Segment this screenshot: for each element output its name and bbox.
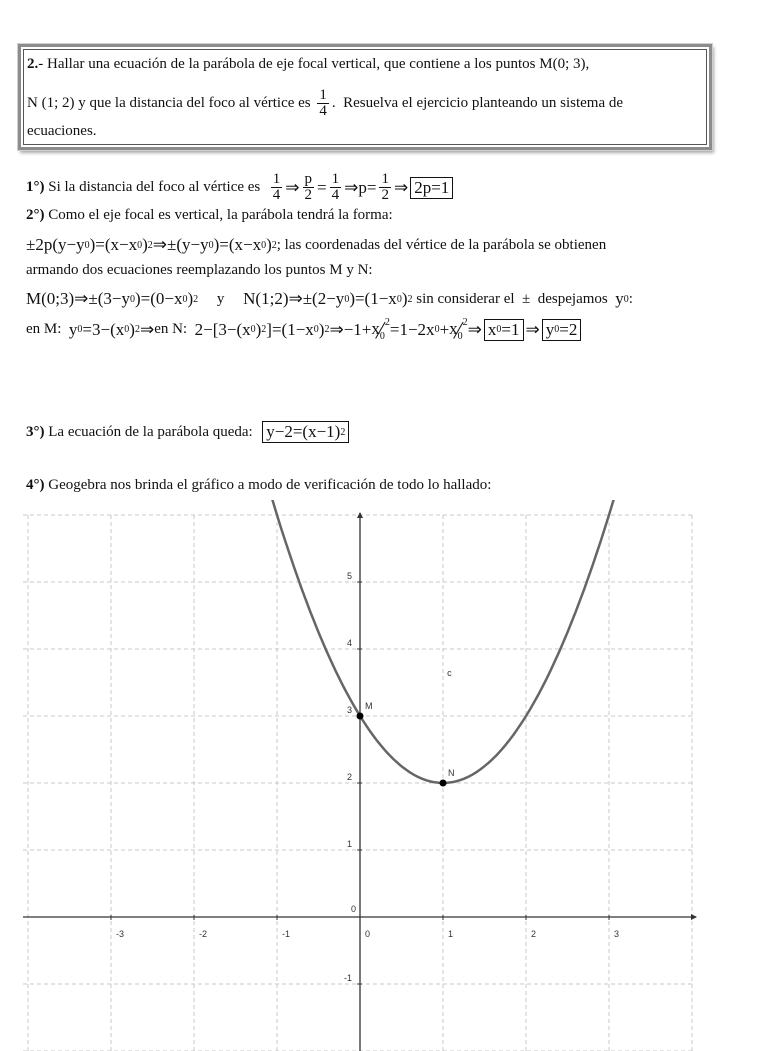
solution-line xyxy=(26,207,393,224)
math-expression: ) xyxy=(318,319,325,339)
math-expression: =3−(x xyxy=(82,319,125,339)
subscript: 0 xyxy=(344,293,350,305)
fraction-denominator: 2 xyxy=(381,187,389,203)
math-expression: ⇒ xyxy=(285,177,300,197)
superscript: 2 xyxy=(134,324,140,335)
fraction-numerator: p xyxy=(304,171,312,187)
fraction xyxy=(303,172,315,203)
problem-line xyxy=(27,123,97,140)
fraction-numerator: 1 xyxy=(272,171,281,187)
point-N xyxy=(440,780,447,787)
math-expression: ⇒±(y−y xyxy=(152,235,209,254)
math-expression: )=(x−x xyxy=(89,235,138,254)
math-expression: ) xyxy=(255,319,262,339)
fraction xyxy=(379,172,391,203)
fraction xyxy=(330,172,342,203)
math-expression: ]=(1−x xyxy=(266,319,314,339)
problem-line xyxy=(27,56,589,73)
x-tick-label: -1 xyxy=(282,929,291,939)
boxed-result xyxy=(262,421,349,443)
subscript: 0 xyxy=(208,239,214,251)
boxed-result xyxy=(542,319,582,341)
boxed-result xyxy=(484,319,524,341)
fraction xyxy=(317,88,329,119)
solution-line xyxy=(26,477,491,494)
text-run: ecuaciones. xyxy=(27,123,97,139)
subscript: 0 xyxy=(313,324,319,335)
text-run: en N: xyxy=(154,321,195,337)
subscript: 0 xyxy=(77,324,83,335)
superscript: 2 xyxy=(407,293,413,305)
math-expression: M(0;3)⇒±(3−y xyxy=(26,289,130,308)
math-expression: ) xyxy=(129,319,135,339)
math-expression: ⇒−1+ xyxy=(329,319,372,339)
step-number: 2°) xyxy=(26,207,45,223)
x-tick-label: 3 xyxy=(614,929,620,939)
x-tick-label: -3 xyxy=(116,929,125,939)
y-tick-label: 1 xyxy=(346,839,352,849)
boxed-result xyxy=(410,177,453,199)
fraction-numerator: 1 xyxy=(319,87,327,103)
math-expression: ) xyxy=(401,289,408,308)
math-expression: y xyxy=(615,289,624,308)
math-expression: ⇒ xyxy=(525,319,540,339)
superscript: 2 xyxy=(271,239,277,251)
x-tick-label: 1 xyxy=(448,929,454,939)
point-M xyxy=(357,713,364,720)
superscript: 2 xyxy=(340,426,346,438)
math-expression: x xyxy=(371,319,380,338)
step-number: 2. xyxy=(27,56,39,72)
math-expression: 2p=1 xyxy=(414,177,450,197)
step-number: 4°) xyxy=(26,477,45,493)
superscript: 2 xyxy=(147,239,153,251)
y-tick-label: 2 xyxy=(346,772,352,782)
solution-line xyxy=(26,235,606,255)
subscript: 0 xyxy=(396,293,402,305)
math-expression: 2−[3−(x xyxy=(194,319,251,339)
math-expression: = xyxy=(317,177,327,197)
step-number: 3°) xyxy=(26,423,45,440)
text-run: Si la distancia del foco al vértice es xyxy=(44,179,268,195)
subscript: 0 xyxy=(496,324,502,335)
fraction-numerator: 1 xyxy=(331,171,340,187)
solution-line xyxy=(26,421,351,443)
math-expression: y−2=(x−1) xyxy=(266,422,341,441)
solution-line xyxy=(26,262,373,279)
y-tick-label: 3 xyxy=(346,705,352,715)
subscript: 0 xyxy=(137,239,143,251)
math-expression: )=(x−x xyxy=(213,235,262,254)
math-expression: ⇒ xyxy=(139,319,155,339)
superscript: 2 xyxy=(462,317,468,328)
text-run: Geogebra nos brinda el gráfico a modo de verificación de todo lo hallado: xyxy=(44,477,492,493)
x-tick-label: 2 xyxy=(531,929,537,939)
math-expression: ⇒ xyxy=(393,177,409,197)
text-run: N (1; 2) y que la distancia del foco al vértice es xyxy=(27,95,315,111)
text-run: y xyxy=(198,290,244,307)
superscript: 2 xyxy=(384,317,390,328)
subscript: 0 xyxy=(623,293,629,305)
subscript: 0 xyxy=(250,324,256,335)
math-expression: ⇒ xyxy=(467,319,482,339)
geogebra-graph xyxy=(0,500,780,1051)
solution-line xyxy=(26,317,583,342)
math-expression: =1 xyxy=(501,319,520,339)
x-axis-arrow-icon xyxy=(691,914,697,920)
subscript: 0 xyxy=(379,331,385,342)
subscript: 0 xyxy=(554,324,560,335)
math-expression: ±2p(y−y xyxy=(26,235,85,254)
subscript: 0 xyxy=(457,331,463,342)
math-expression: =1−2x xyxy=(389,319,435,339)
x-tick-label: -2 xyxy=(199,929,208,939)
superscript: 2 xyxy=(193,293,199,305)
math-expression: y xyxy=(68,319,78,339)
superscript: 2 xyxy=(261,324,267,335)
superscript: 2 xyxy=(324,324,330,335)
subscript: 0 xyxy=(84,239,90,251)
point-label: M xyxy=(365,701,373,711)
problem-line xyxy=(27,88,623,119)
x-tick-label: 0 xyxy=(365,929,371,939)
fraction-numerator: 1 xyxy=(381,171,389,187)
text-run: Como el eje focal es vertical, la parábola tendrá la forma: xyxy=(44,207,393,223)
math-expression: + xyxy=(439,319,450,339)
subscript: 0 xyxy=(182,293,188,305)
math-expression: y xyxy=(545,319,555,339)
solution-line xyxy=(26,172,455,203)
math-expression: )=(1−x xyxy=(349,289,397,308)
text-run: : xyxy=(628,290,633,307)
subscript: 0 xyxy=(129,293,135,305)
curve-label: c xyxy=(447,667,452,678)
math-expression: )=(0−x xyxy=(134,289,183,308)
fraction xyxy=(271,172,283,203)
fraction-denominator: 4 xyxy=(331,187,340,203)
y-tick-label: -1 xyxy=(343,973,352,983)
y-tick-label: 4 xyxy=(346,638,352,648)
text-run: en M: xyxy=(26,321,69,337)
math-expression: x xyxy=(487,319,497,339)
text-run: sin considerar el ± despejamos xyxy=(412,290,616,307)
step-number: 1°) xyxy=(26,179,45,195)
origin-label: 0 xyxy=(350,904,356,914)
text-run: La ecuación de la parábola queda: xyxy=(44,423,261,440)
fraction-denominator: 2 xyxy=(304,187,312,203)
text-run: - Hallar una ecuación de la parábola de eje focal vertical, que contiene a los puntos M(0; 3), xyxy=(38,56,590,72)
solution-line xyxy=(26,289,633,309)
fraction-denominator: 4 xyxy=(319,103,327,119)
point-label: N xyxy=(448,768,455,778)
text-run: ; las coordenadas del vértice de la parábola se obtienen xyxy=(276,236,607,253)
math-expression: ) xyxy=(142,235,148,254)
y-tick-label: 5 xyxy=(346,571,352,581)
math-expression: ) xyxy=(266,235,272,254)
math-expression: ) xyxy=(187,289,194,308)
cancelled-term xyxy=(449,317,468,342)
fraction-denominator: 4 xyxy=(272,187,281,203)
subscript: 0 xyxy=(434,324,440,335)
math-expression: N(1;2)⇒±(2−y xyxy=(243,289,345,308)
subscript: 0 xyxy=(124,324,130,335)
math-expression: =2 xyxy=(559,319,578,339)
text-run: . Resuelva el ejercicio planteando un sistema de xyxy=(331,95,624,111)
math-expression: ⇒p= xyxy=(344,177,377,197)
text-run: armando dos ecuaciones reemplazando los puntos M y N: xyxy=(26,262,373,278)
cancelled-term xyxy=(371,317,390,342)
math-expression: x xyxy=(449,319,458,338)
subscript: 0 xyxy=(261,239,267,251)
